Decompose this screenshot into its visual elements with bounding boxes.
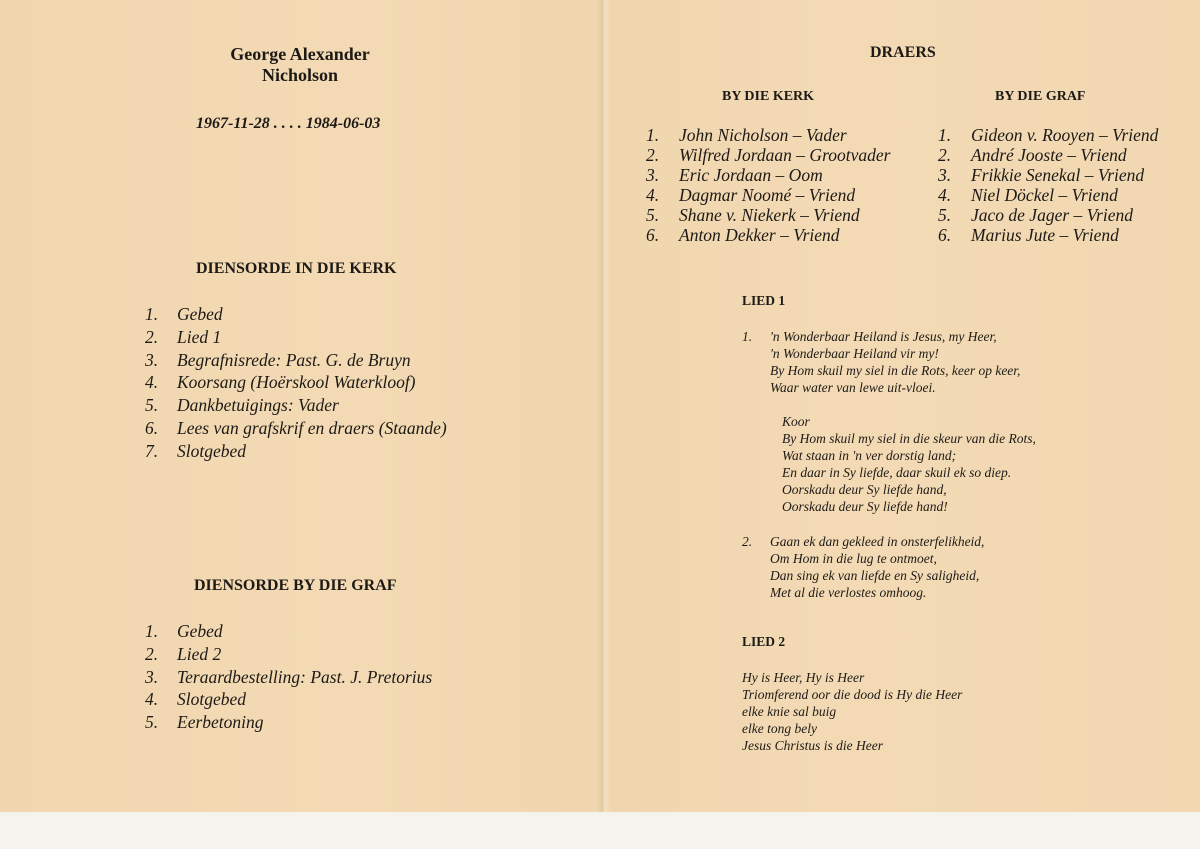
list-item: 1. Gideon v. Rooyen – Vriend	[938, 125, 1159, 145]
grave-order-list	[145, 620, 432, 734]
church-order-list	[145, 303, 447, 463]
song-2-lyrics: Hy is Heer, Hy is Heer Triomferend oor die dood is Hy die Heer elke knie sal buig elke tong bely Jesus Christus is die Heer	[742, 670, 963, 753]
list-item: 4. Slotgebed	[145, 689, 247, 710]
grave-bearers-heading: BY DIE GRAF	[995, 89, 1086, 104]
song-1-verse-2: 2. Gaan ek dan gekleed in onsterfelikheid, Om Hom in die lug te ontmoet, Dan sing ek van liefde en Sy saligheid, Met al die verlostes omhoog.	[742, 534, 985, 600]
list-item: 4. Koorsang (Hoërskool Waterkloof)	[145, 372, 416, 393]
bearers-title: DRAERS	[870, 44, 936, 61]
list-item: 2. Lied 1	[145, 326, 222, 347]
list-item: 3. Teraardbestelling: Past. J. Pretorius	[145, 666, 433, 687]
song-1-chorus: Koor By Hom skuil my siel in die skeur van die Rots, Wat staan in 'n ver dorstig land; En daar in Sy liefde, daar skuil ek so diep. Oorskadu deur Sy liefde hand, Oorskadu deur Sy liefde hand!	[782, 414, 1036, 514]
song-1-verse-1: 1. 'n Wonderbaar Heiland is Jesus, my Heer, 'n Wonderbaar Heiland vir my! By Hom skuil my siel in die Rots, keer op keer, Waar water van lewe uit-vloei.	[742, 329, 1021, 395]
church-bearers-heading: BY DIE KERK	[722, 89, 815, 104]
song-1-heading: LIED 1	[742, 293, 786, 308]
list-item: 3. Frikkie Senekal – Vriend	[938, 165, 1145, 185]
center-fold	[597, 0, 611, 812]
grave-bearers-list	[938, 125, 1158, 245]
list-item: 5. Jaco de Jager – Vriend	[938, 205, 1133, 225]
list-item: 5. Eerbetoning	[145, 712, 264, 733]
church-bearers-list	[646, 125, 890, 245]
name-line-2: Nicholson	[261, 65, 339, 85]
list-item: 6. Anton Dekker – Vriend	[646, 225, 840, 245]
life-dates: 1967-11-28 . . . . 1984-06-03	[196, 115, 381, 132]
list-item: 6. Marius Jute – Vriend	[938, 225, 1119, 245]
list-item: 3. Begrafnisrede: Past. G. de Bruyn	[145, 349, 411, 370]
list-item: 2. Lied 2	[145, 643, 222, 664]
list-item: 2. Wilfred Jordaan – Grootvader	[646, 145, 891, 165]
list-item: 7. Slotgebed	[145, 440, 247, 461]
list-item: 2. André Jooste – Vriend	[938, 145, 1127, 165]
list-item: 1. Gebed	[145, 621, 223, 641]
song-2-heading: LIED 2	[742, 634, 786, 649]
list-item: 1. Gebed	[145, 304, 223, 324]
list-item: 5. Dankbetuigings: Vader	[145, 395, 339, 416]
list-item: 6. Lees van grafskrif en draers (Staande)	[145, 417, 447, 438]
list-item: 5. Shane v. Niekerk – Vriend	[646, 205, 860, 225]
name-line-1: George Alexander	[230, 44, 370, 64]
list-item: 4. Dagmar Noomé – Vriend	[646, 185, 856, 205]
grave-order-heading: DIENSORDE BY DIE GRAF	[194, 577, 397, 594]
church-order-heading: DIENSORDE IN DIE KERK	[196, 260, 397, 277]
deceased-name	[200, 44, 400, 86]
list-item: 1. John Nicholson – Vader	[646, 125, 847, 145]
list-item: 4. Niel Döckel – Vriend	[938, 185, 1118, 205]
list-item: 3. Eric Jordaan – Oom	[646, 165, 823, 185]
